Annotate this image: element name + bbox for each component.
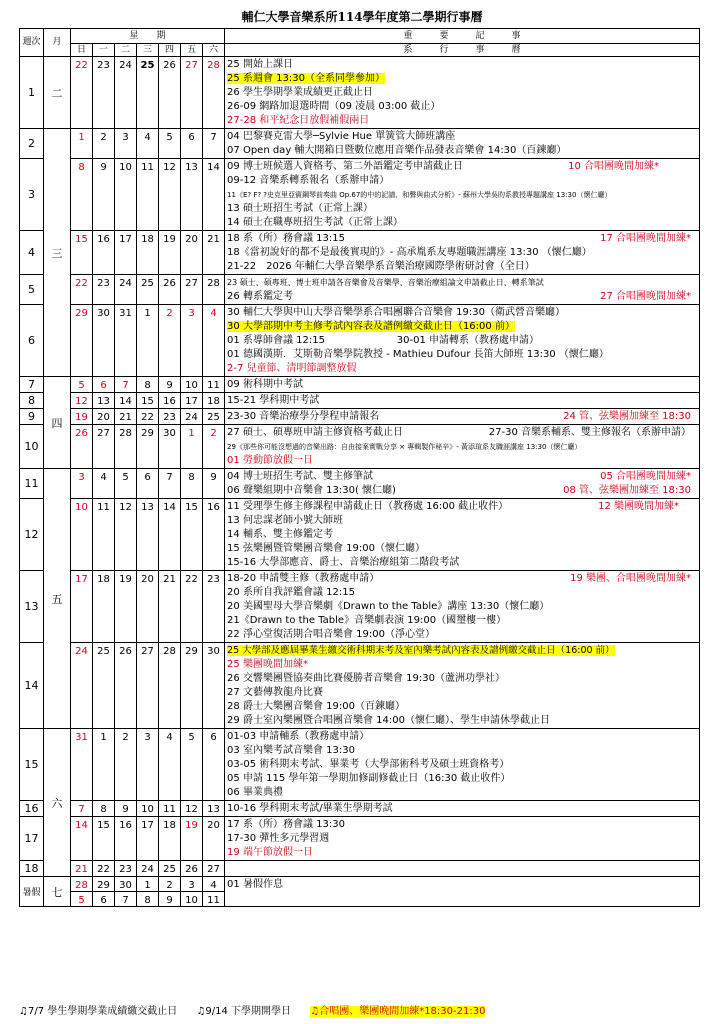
day-cell: 10 (115, 159, 137, 231)
event-line: 05 合唱團晚間加練* (600, 471, 691, 482)
event-line: 27-28 和平紀念日放假補假兩日 (227, 115, 370, 126)
event-cell (225, 801, 700, 817)
event-line: 13 碩士班招生考試（正常上課） (227, 203, 373, 214)
event-cell (225, 817, 700, 861)
day-cell: 5 (71, 892, 93, 907)
day-cell: 8 (71, 159, 93, 231)
page-title: 輔仁大學音樂系所114學年度第二學期行事曆 (241, 10, 483, 24)
day-cell: 21 (159, 571, 181, 643)
event-line: 11《E? F? ?史克里亞賓鋼琴前奏曲 Op.67的中的記譜、和聲與曲式分析》- 蘇州大學吳昀系教授專題講座 13:30（懷仁廳） (227, 191, 612, 199)
table-row (20, 643, 700, 729)
day-cell: 23 (159, 409, 181, 425)
table-row (20, 729, 700, 801)
day-cell: 13 (93, 393, 115, 409)
day-cell: 23 (115, 861, 137, 877)
day-cell: 25 (159, 861, 181, 877)
event-line: 26-09 網路加退選時間（09 凌晨 03:00 截止） (227, 101, 441, 112)
day-cell: 22 (181, 571, 203, 643)
event-line: 18-20 申請雙主修（教務處申請） (227, 573, 380, 584)
event-line: 15-21 學科期中考試 (227, 395, 320, 406)
day-cell: 1 (93, 729, 115, 801)
event-cell (225, 729, 700, 801)
day-cell: 25 (137, 57, 159, 129)
day-cell: 26 (159, 275, 181, 305)
event-line: 29 爵士室內樂團暨合唱團音樂會 14:00（懷仁廳）、學生申請休學截止日 (227, 715, 550, 726)
day-cell: 18 (137, 231, 159, 275)
day-cell: 2 (159, 305, 181, 377)
event-line: 27 碩士、碩專班申請主修資格考截止日 (227, 427, 403, 438)
day-cell: 27 (181, 57, 203, 129)
table-row (20, 877, 700, 892)
week-number: 2 (20, 129, 44, 159)
day-cell: 2 (159, 877, 181, 892)
week-number: 4 (20, 231, 44, 275)
event-line: 19 樂團、合唱團晚間加練* (570, 573, 691, 584)
footer-note: ♫9/14 下學期開學日 (196, 1006, 292, 1017)
event-line: 27 文藝傳教龍舟比賽 (227, 687, 323, 698)
event-cell (225, 377, 700, 393)
day-cell: 11 (159, 801, 181, 817)
event-line: 03-05 術科期末考試、畢業考（大學部術科考及碩士班資格考） (227, 759, 510, 770)
day-cell: 26 (115, 643, 137, 729)
table-row (20, 817, 700, 861)
day-cell: 15 (71, 231, 93, 275)
day-cell: 16 (93, 231, 115, 275)
day-cell: 14 (159, 499, 181, 571)
day-cell: 1 (181, 425, 203, 469)
day-cell: 14 (71, 817, 93, 861)
day-cell: 16 (115, 817, 137, 861)
day-cell: 13 (137, 499, 159, 571)
weekday-sat: 六 (203, 44, 225, 57)
week-number: 6 (20, 305, 44, 377)
event-line: 14 碩士在職專班招生考試（正常上課） (227, 217, 403, 228)
day-cell: 18 (203, 393, 225, 409)
day-cell: 4 (93, 469, 115, 499)
day-cell: 21 (71, 861, 93, 877)
table-row (20, 409, 700, 425)
day-cell: 30 (203, 643, 225, 729)
day-cell: 28 (203, 57, 225, 129)
day-cell: 28 (159, 643, 181, 729)
event-line: 30 大學部期中考主修考試內容表及譜例繳交截止日（16:00 前） (227, 321, 515, 332)
table-row (20, 305, 700, 377)
event-line: 29《那些你可能沒想過的音樂出路：自由接案實戰分享 × 專輯製作秘辛》- 黃添瑄系友職涯講座 13:30（懷仁廳） (227, 443, 582, 451)
event-line: 08 管、弦樂團加練至 18:30 (563, 485, 691, 496)
day-cell: 9 (159, 892, 181, 907)
day-cell: 9 (159, 377, 181, 393)
day-cell: 19 (159, 231, 181, 275)
event-line: 15-16 大學部應音、爵士、音樂治療組第二階段考試 (227, 557, 460, 568)
event-line: 27 合唱團晚間加練* (600, 291, 691, 302)
day-cell: 24 (71, 643, 93, 729)
event-line: 21《Drawn to the Table》音樂劇表演 19:00（國璽樓一樓） (227, 615, 507, 626)
day-cell: 30 (159, 425, 181, 469)
day-cell: 9 (115, 801, 137, 817)
day-cell: 1 (71, 129, 93, 159)
event-line: 13 何忠謀老師小號大師班 (227, 515, 343, 526)
day-cell: 14 (115, 393, 137, 409)
day-cell: 19 (71, 409, 93, 425)
day-cell: 23 (93, 57, 115, 129)
day-cell: 14 (203, 159, 225, 231)
day-cell: 7 (203, 129, 225, 159)
day-cell: 9 (93, 159, 115, 231)
day-cell: 5 (181, 729, 203, 801)
week-number: 11 (20, 469, 44, 499)
day-cell: 8 (181, 469, 203, 499)
event-cell (225, 571, 700, 643)
day-cell: 26 (71, 425, 93, 469)
day-cell: 26 (181, 861, 203, 877)
event-line: 25 大學部及應屆畢業生繳交術科期末考及室內樂考試內容表及譜例繳交截止日（16:00 前） (227, 645, 615, 656)
table-row (20, 129, 700, 159)
day-cell: 25 (137, 275, 159, 305)
day-cell: 27 (137, 643, 159, 729)
day-cell: 22 (93, 861, 115, 877)
day-cell: 22 (71, 275, 93, 305)
day-cell: 2 (203, 425, 225, 469)
week-number: 17 (20, 817, 44, 861)
day-cell: 3 (115, 129, 137, 159)
day-cell: 30 (115, 877, 137, 892)
day-cell: 22 (137, 409, 159, 425)
day-cell: 27 (93, 425, 115, 469)
day-cell: 29 (93, 877, 115, 892)
event-cell (225, 861, 700, 877)
event-line: 26 學生學期學業成績更正截止日 (227, 87, 373, 98)
day-cell: 28 (203, 275, 225, 305)
day-cell: 20 (181, 231, 203, 275)
event-line: 01 系導師會議 12:15 (227, 335, 325, 346)
event-line: 01 德國漢斯．艾斯勒音樂學院教授 - Mathieu Dufour 長笛大師班 13:30 （懷仁廳） (227, 349, 609, 360)
week-number: 14 (20, 643, 44, 729)
month-label: 二 (44, 57, 71, 129)
day-cell: 20 (137, 571, 159, 643)
day-cell: 11 (137, 159, 159, 231)
table-row (20, 159, 700, 231)
dept-header: 系 行 事 曆 (225, 44, 700, 57)
day-cell: 15 (93, 817, 115, 861)
day-cell: 6 (93, 377, 115, 393)
event-line: 04 博士班招生考試、雙主修筆試 (227, 471, 373, 482)
day-cell: 2 (93, 129, 115, 159)
day-cell: 10 (71, 499, 93, 571)
event-line: 25 開始上課日 (227, 59, 293, 70)
event-line: 06 聲樂組期中音樂會 13:30( 懷仁廳) (227, 485, 396, 496)
footer-notes (19, 1002, 700, 1017)
event-line: 23 碩士、碩專班、博士班申請各音樂會及音樂學、音樂治療組論文申請截止日、轉系筆試 (227, 278, 544, 287)
day-cell: 27 (203, 861, 225, 877)
week-number: 16 (20, 801, 44, 817)
day-cell: 6 (203, 729, 225, 801)
event-line: 07 Open day 輔大開箱日暨數位應用音樂作品發表音樂會 14:30（百鍊廳） (227, 145, 567, 156)
footer-note: ♫合唱團、樂團晚間加練*18:30-21:30 (310, 1006, 486, 1017)
event-line: 10 合唱團晚間加練* (568, 161, 659, 172)
day-cell: 29 (181, 643, 203, 729)
day-cell: 7 (115, 892, 137, 907)
table-row (20, 801, 700, 817)
day-cell: 8 (93, 801, 115, 817)
event-line: 17-30 彈性多元學習週 (227, 833, 330, 844)
day-cell: 13 (181, 159, 203, 231)
week-number: 暑假 (20, 877, 44, 907)
day-cell: 15 (181, 499, 203, 571)
day-cell: 20 (93, 409, 115, 425)
calendar-table (19, 28, 700, 907)
event-cell (225, 393, 700, 409)
table-row (20, 571, 700, 643)
day-cell: 24 (137, 861, 159, 877)
day-cell: 10 (137, 801, 159, 817)
week-number: 10 (20, 425, 44, 469)
day-cell: 15 (137, 393, 159, 409)
day-cell: 4 (159, 729, 181, 801)
footer-note: ♫7/7 學生學期學業成績繳交截止日 (19, 1006, 178, 1017)
day-cell: 8 (137, 377, 159, 393)
day-cell: 31 (71, 729, 93, 801)
day-cell: 3 (181, 877, 203, 892)
event-cell (225, 409, 700, 425)
event-line: 09-12 音樂系轉系報名（系辦申請） (227, 175, 390, 186)
event-line: 10-16 學科期末考試/畢業生學期考試 (227, 803, 393, 814)
day-cell: 11 (203, 377, 225, 393)
month-header: 月 (44, 29, 71, 57)
day-cell: 1 (137, 877, 159, 892)
week-number: 3 (20, 159, 44, 231)
important-header: 重 要 記 事 (225, 29, 700, 44)
day-cell: 12 (181, 801, 203, 817)
weekday-mon: 一 (93, 44, 115, 57)
event-line: 27-30 音樂系輔系、雙主修報名（系辦申請） (488, 427, 691, 438)
week-number: 13 (20, 571, 44, 643)
day-cell: 5 (115, 469, 137, 499)
day-cell: 28 (71, 877, 93, 892)
day-cell: 1 (137, 305, 159, 377)
week-number: 8 (20, 393, 44, 409)
event-line: 11 受理學生修主修課程申請截止日（教務處 16:00 截止收件） (227, 501, 509, 512)
event-line: 25 系週會 13:30（全系同學參加） (227, 73, 385, 84)
day-cell: 3 (181, 305, 203, 377)
table-row (20, 469, 700, 499)
month-label: 五 (44, 469, 71, 729)
day-cell: 4 (203, 305, 225, 377)
event-line: 09 博士班候選人資格考、第二外語鑑定考申請截止日 (227, 161, 463, 172)
day-cell: 5 (71, 377, 93, 393)
event-line: 18《當初說好的都不是最後實現的》- 高承胤系友專題職涯講座 13:30 （懷仁廳） (227, 247, 592, 258)
event-line: 30 輔仁大學與中山大學音樂學系合唱團聯合音樂會 19:30（衛武營音樂廳） (227, 307, 565, 318)
day-cell: 22 (71, 57, 93, 129)
day-cell: 27 (181, 275, 203, 305)
day-cell: 25 (203, 409, 225, 425)
week-number: 5 (20, 275, 44, 305)
event-cell (225, 305, 700, 377)
event-line: 03 室內樂考試音樂會 13:30 (227, 745, 355, 756)
weekday-sun: 日 (71, 44, 93, 57)
day-cell: 17 (181, 393, 203, 409)
table-row (20, 425, 700, 469)
event-line: 2-7 兒童節、清明節調整放假 (227, 363, 357, 374)
day-cell: 26 (159, 57, 181, 129)
event-line: 17 合唱團晚間加練* (600, 233, 691, 244)
event-line: 01 暑假作息 (227, 879, 283, 890)
week-number: 18 (20, 861, 44, 877)
day-cell: 5 (159, 129, 181, 159)
event-cell (225, 877, 700, 907)
day-cell: 10 (181, 377, 203, 393)
day-cell: 11 (93, 499, 115, 571)
event-cell (225, 643, 700, 729)
event-line: 28 爵士大樂團音樂會 19:00（百鍊廳） (227, 701, 405, 712)
table-row (20, 231, 700, 275)
day-cell: 29 (71, 305, 93, 377)
day-cell: 10 (181, 892, 203, 907)
day-cell: 28 (115, 425, 137, 469)
event-cell (225, 469, 700, 499)
day-cell: 19 (181, 817, 203, 861)
event-line: 17 系（所）務會議 13:30 (227, 819, 345, 830)
month-label: 四 (44, 377, 71, 469)
weekday-fri: 五 (181, 44, 203, 57)
month-label: 三 (44, 129, 71, 377)
day-cell: 24 (181, 409, 203, 425)
event-line: 30-01 申請轉系（教務處申請） (396, 335, 539, 346)
day-cell: 23 (93, 275, 115, 305)
day-cell: 12 (115, 499, 137, 571)
day-cell: 20 (203, 817, 225, 861)
day-cell: 29 (137, 425, 159, 469)
day-cell: 7 (115, 377, 137, 393)
event-line: 12 樂團晚間加練* (598, 501, 679, 512)
event-cell (225, 159, 700, 231)
event-line: 01-03 申請輔系（教務處申請） (227, 731, 370, 742)
table-row (20, 393, 700, 409)
day-cell: 6 (181, 129, 203, 159)
day-cell: 4 (203, 877, 225, 892)
day-cell: 9 (203, 469, 225, 499)
day-cell: 25 (93, 643, 115, 729)
event-line: 01 勞動節放假一日 (227, 455, 313, 466)
event-line: 20 美國聖母大學音樂劇《Drawn to the Table》講座 13:30（懷仁廳） (227, 601, 550, 612)
event-line: 09 術科期中考試 (227, 379, 303, 390)
day-cell: 21 (203, 231, 225, 275)
day-cell: 17 (137, 817, 159, 861)
event-line: 06 畢業典禮 (227, 787, 283, 798)
table-row (20, 499, 700, 571)
day-cell: 7 (71, 801, 93, 817)
day-cell: 6 (137, 469, 159, 499)
table-row (20, 275, 700, 305)
month-label: 六 (44, 729, 71, 877)
event-line: 05 申請 115 學年第一學期加修副修截止日（16:30 截止收件） (227, 773, 511, 784)
day-cell: 24 (115, 57, 137, 129)
event-cell (225, 129, 700, 159)
table-row (20, 377, 700, 393)
weekday-group-header: 星 期 (71, 29, 225, 44)
event-cell (225, 499, 700, 571)
weekday-thu: 四 (159, 44, 181, 57)
event-line: 18 系（所）務會議 13:15 (227, 233, 345, 244)
week-header: 週次 (20, 29, 44, 57)
event-line: 19 端午節放假一日 (227, 847, 313, 858)
day-cell: 3 (71, 469, 93, 499)
event-line: 20 系所自我評鑑會議 12:15 (227, 587, 355, 598)
day-cell: 21 (115, 409, 137, 425)
month-label: 七 (44, 877, 71, 907)
day-cell: 12 (159, 159, 181, 231)
event-line: 26 轉系鑑定考 (227, 291, 293, 302)
event-line: 22 淨心堂復活期合唱音樂會 19:00（淨心堂） (227, 629, 435, 640)
day-cell: 31 (115, 305, 137, 377)
day-cell: 13 (203, 801, 225, 817)
event-line: 24 管、弦樂團加練至 18:30 (563, 411, 691, 422)
event-cell (225, 425, 700, 469)
event-line: 15 弦樂團暨管樂團音樂會 19:00（懷仁廳） (227, 543, 425, 554)
day-cell: 8 (137, 892, 159, 907)
day-cell: 18 (93, 571, 115, 643)
day-cell: 19 (115, 571, 137, 643)
table-row (20, 57, 700, 129)
day-cell: 18 (159, 817, 181, 861)
day-cell: 24 (115, 275, 137, 305)
week-number: 9 (20, 409, 44, 425)
day-cell: 2 (115, 729, 137, 801)
day-cell: 3 (137, 729, 159, 801)
table-row (20, 861, 700, 877)
week-number: 7 (20, 377, 44, 393)
day-cell: 7 (159, 469, 181, 499)
day-cell: 17 (71, 571, 93, 643)
day-cell: 6 (93, 892, 115, 907)
event-line: 04 巴黎賽克雷大學─Sylvie Hue 單簧管大師班講座 (227, 131, 456, 142)
event-line: 14 輔系、雙主修鑑定考 (227, 529, 333, 540)
event-line: 21-22 2026 年輔仁大學音樂學系音樂治療國際學術研討會（全日） (227, 261, 535, 272)
day-cell: 16 (203, 499, 225, 571)
day-cell: 30 (93, 305, 115, 377)
day-cell: 11 (203, 892, 225, 907)
week-number: 12 (20, 499, 44, 571)
day-cell: 4 (137, 129, 159, 159)
event-line: 25 樂團晚間加練* (227, 659, 308, 670)
event-line: 26 交響樂團暨協奏曲比賽優勝者音樂會 19:30（蘆洲功學社） (227, 673, 505, 684)
weekday-tue: 二 (115, 44, 137, 57)
event-line: 23-30 音樂治療學分學程申請報名 (227, 411, 380, 422)
weekday-wed: 三 (137, 44, 159, 57)
day-cell: 23 (203, 571, 225, 643)
day-cell: 16 (159, 393, 181, 409)
event-cell (225, 275, 700, 305)
week-number: 1 (20, 57, 44, 129)
event-cell (225, 57, 700, 129)
day-cell: 12 (71, 393, 93, 409)
event-cell (225, 231, 700, 275)
day-cell: 17 (115, 231, 137, 275)
week-number: 15 (20, 729, 44, 801)
